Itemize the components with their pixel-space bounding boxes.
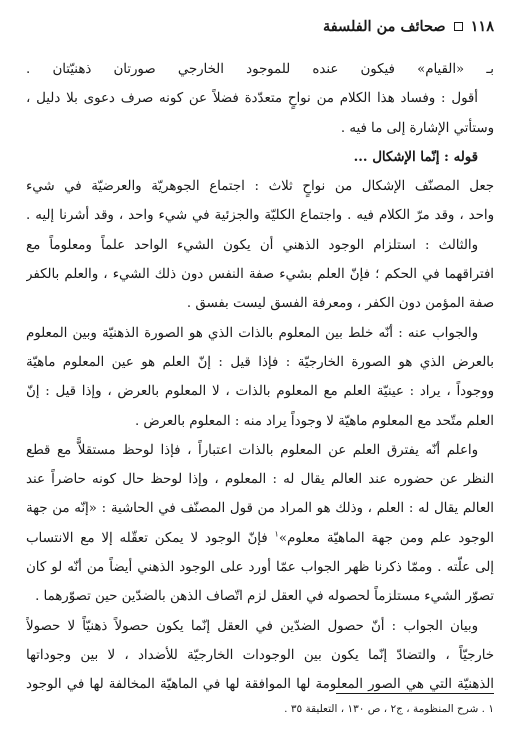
text-line: الذهنيّة التي هي الصور المعلومة لها الموافقة لها في الماهيّة المخالفة لها في الوجود <box>26 677 494 693</box>
page-header <box>26 14 494 38</box>
page-number: ١١٨ <box>470 17 494 35</box>
text-line: واحد ، وقد مرّ الكلام فيه . واجتماع الكليّة والجزئية في شيء واحد ، وقد أشرنا إليه . <box>26 208 494 224</box>
text-line: بالعرض الذي هو الصورة الخارجيّة : فإذا قيل : إنّ العلم هو عين المعلوم ماهيّة <box>26 354 494 370</box>
text-line: ووجوداً ، يراد : عينيّة العلم مع المعلوم بالذات ، لا المعلوم بالعرض ، وإذا قيل : إنّ <box>26 384 494 400</box>
text-line: صفة المؤمن دون الكفر ، ومعرفة الفسق ليست بفسق . <box>186 296 494 312</box>
footnote-divider <box>336 693 494 694</box>
text-line: افتراقهما في الحكم ؛ فإنّ العلم بشيء صفة النفس دون ذلك الشيء ، والعلم بالكفر <box>26 267 494 283</box>
text-line: جعل المصنّف الإشكال من نواحٍ ثلاث : اجتماع الجوهريّة والعرضيّة في شيء <box>26 179 494 195</box>
text-line: والثالث : استلزام الوجود الذهني أن يكون الشيء الواحد علماً ومعلوماً مع <box>26 237 478 253</box>
quoted-heading-line: قوله : إنّما الإشكال ... <box>353 149 478 165</box>
text-line: والجواب عنه : أنّه خلط بين المعلوم بالذات الذي هو الصورة الذهنيّة وبين المعلوم <box>26 325 478 341</box>
text-line-content: الوجود علم ومن جهة الماهيّة معلوم»$^١$ فإنّ الوجود لا يمكن تعقّله إلا مع الانتساب <box>26 529 494 546</box>
text-line: العلم متّحد مع المعلوم ماهيّة لا وجوداً يراد منه : المعلوم بالعرض . <box>134 413 494 429</box>
text-line: أقول : وفساد هذا الكلام من نواحٍ متعدّدة فضلاً عن كونه صرف دعوى بلا دليل ، <box>26 91 478 107</box>
footnote-marker: ١ <box>274 529 279 539</box>
text-line: وستأتي الإشارة إلى ما فيه . <box>340 120 494 136</box>
running-title: صحائف من الفلسفة <box>322 17 446 35</box>
text-line-with-footnote <box>26 524 494 553</box>
square-ornament-icon <box>454 22 463 31</box>
book-page <box>26 0 494 731</box>
text-line: العالم يقال له : العلم ، وذلك هو المراد من قول المصنّف في الحاشية : «إنّه من جهة <box>26 501 494 517</box>
page-body <box>26 55 494 700</box>
text-line: وبيان الجواب : أنّ حصول الضدّين في العقل إنّما يكون حصولاً ذهنيّاً لا حصولاً <box>26 618 478 634</box>
text-line: واعلم أنّه يفترق العلم عن المعلوم بالذات اعتباراً ، فإذا لوحظ مستقلاًّ مع قطع <box>26 442 478 458</box>
text-line: تصوّر الشيء مستلزماً لحصوله في العقل لزم اتّصاف الذهن بالضدّين حين تصوّرهما . <box>35 589 494 605</box>
text-line: النظر عن حضوره عند العالم يقال له : المعلوم ، وإذا لوحظ حال كونه حاضراً عند <box>26 472 494 488</box>
text-line: خارجيّاً ، والتضادّ إنّما يكون بين الوجودات الخارجيّة للأضداد ، لا بين وجوداتها <box>26 647 494 663</box>
footnote: ١ . شرح المنظومة ، ج٢ ، ص ١٣٠ ، التعليقة ٣٥ . <box>284 703 494 715</box>
text-line: إلى علّته . وممّا ذكرنا ظهر الجواب عمّا أورد على الوجود الذهني أيضاً من أنّه لو كان <box>26 560 494 576</box>
text-line: بـ «القيام» فيكون عنده للموجود الخارجي صورتان ذهنيّتان . <box>26 62 494 77</box>
